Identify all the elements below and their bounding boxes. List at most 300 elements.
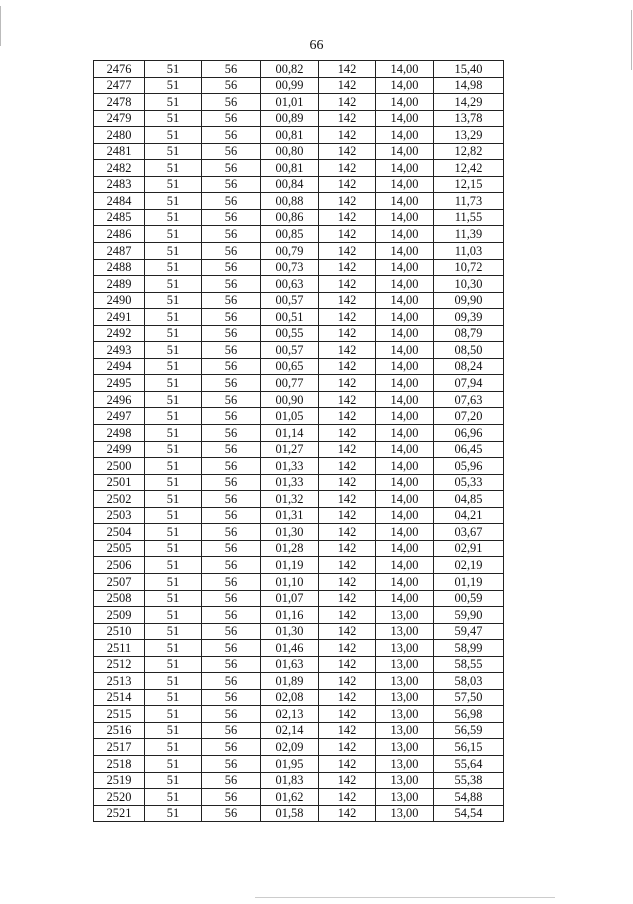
table-cell: 14,00 [376,292,434,309]
table-cell: 2506 [94,557,145,574]
table-cell: 51 [145,673,202,690]
table-cell: 13,00 [376,706,434,723]
table-cell: 00,63 [261,276,319,293]
table-cell: 12,15 [434,176,504,193]
table-cell: 51 [145,640,202,657]
table-cell: 142 [319,358,376,375]
table-row [94,524,504,541]
table-cell: 05,96 [434,458,504,475]
table-cell: 00,73 [261,259,319,276]
table-cell: 01,19 [434,573,504,590]
table-cell: 2521 [94,805,145,822]
table-cell: 2492 [94,325,145,342]
table-row [94,441,504,458]
table-row [94,805,504,822]
table-cell: 08,24 [434,358,504,375]
table-cell: 51 [145,441,202,458]
table-cell: 14,00 [376,259,434,276]
table-row [94,590,504,607]
table-cell: 51 [145,292,202,309]
data-table [93,60,504,822]
table-cell: 07,94 [434,375,504,392]
table-cell: 14,00 [376,325,434,342]
table-cell: 56 [202,739,261,756]
table-cell: 00,55 [261,325,319,342]
table-cell: 56 [202,309,261,326]
table-row [94,259,504,276]
table-cell: 11,03 [434,243,504,260]
table-cell: 2508 [94,590,145,607]
table-cell: 00,57 [261,292,319,309]
table-row [94,226,504,243]
table-cell: 2513 [94,673,145,690]
table-cell: 14,98 [434,77,504,94]
table-cell: 2511 [94,640,145,657]
table-row [94,474,504,491]
table-cell: 01,33 [261,474,319,491]
table-cell: 00,81 [261,127,319,144]
table-cell: 142 [319,325,376,342]
table-row [94,557,504,574]
table-cell: 142 [319,94,376,111]
table-cell: 01,62 [261,789,319,806]
table-cell: 14,00 [376,77,434,94]
table-cell: 2517 [94,739,145,756]
table-cell: 56 [202,358,261,375]
table-cell: 05,33 [434,474,504,491]
table-cell: 01,14 [261,425,319,442]
table-cell: 01,58 [261,805,319,822]
table-cell: 2501 [94,474,145,491]
table-cell: 13,78 [434,110,504,127]
table-cell: 00,85 [261,226,319,243]
table-cell: 13,00 [376,805,434,822]
right-edge-mark [631,10,632,70]
table-cell: 04,85 [434,491,504,508]
table-cell: 51 [145,590,202,607]
table-cell: 14,00 [376,243,434,260]
table-row [94,656,504,673]
table-cell: 142 [319,607,376,624]
table-cell: 2488 [94,259,145,276]
table-cell: 142 [319,573,376,590]
table-cell: 142 [319,507,376,524]
table-cell: 56 [202,573,261,590]
table-cell: 56 [202,755,261,772]
table-row [94,722,504,739]
table-cell: 00,88 [261,193,319,210]
table-cell: 14,00 [376,358,434,375]
table-cell: 04,21 [434,507,504,524]
table-cell: 142 [319,176,376,193]
table-row [94,623,504,640]
table-cell: 51 [145,656,202,673]
table-cell: 01,16 [261,607,319,624]
table-cell: 13,00 [376,623,434,640]
table-cell: 00,80 [261,143,319,160]
table-cell: 14,00 [376,573,434,590]
table-cell: 142 [319,391,376,408]
table-cell: 13,00 [376,722,434,739]
table-cell: 56 [202,342,261,359]
table-row [94,789,504,806]
table-cell: 142 [319,623,376,640]
table-cell: 2478 [94,94,145,111]
table-cell: 55,64 [434,755,504,772]
table-cell: 142 [319,110,376,127]
table-cell: 11,39 [434,226,504,243]
table-cell: 14,00 [376,309,434,326]
table-row [94,325,504,342]
table-row [94,689,504,706]
table-cell: 00,82 [261,61,319,78]
table-cell: 2500 [94,458,145,475]
table-cell: 51 [145,276,202,293]
table-cell: 56 [202,805,261,822]
table-row [94,375,504,392]
table-cell: 142 [319,739,376,756]
table-cell: 142 [319,689,376,706]
table-cell: 58,55 [434,656,504,673]
table-row [94,458,504,475]
table-cell: 56 [202,425,261,442]
table-cell: 00,79 [261,243,319,260]
table-cell: 142 [319,524,376,541]
table-cell: 51 [145,805,202,822]
table-cell: 14,00 [376,143,434,160]
table-cell: 51 [145,176,202,193]
table-cell: 2497 [94,408,145,425]
table-cell: 56 [202,143,261,160]
table-cell: 51 [145,94,202,111]
table-cell: 14,00 [376,276,434,293]
table-cell: 02,19 [434,557,504,574]
table-cell: 56 [202,441,261,458]
table-cell: 02,91 [434,540,504,557]
table-cell: 51 [145,408,202,425]
table-cell: 2495 [94,375,145,392]
table-cell: 14,00 [376,110,434,127]
table-cell: 2507 [94,573,145,590]
table-cell: 2505 [94,540,145,557]
table-cell: 56 [202,325,261,342]
table-cell: 56,98 [434,706,504,723]
table-cell: 2496 [94,391,145,408]
table-cell: 142 [319,160,376,177]
table-cell: 01,83 [261,772,319,789]
table-cell: 51 [145,755,202,772]
table-cell: 51 [145,110,202,127]
table-cell: 2516 [94,722,145,739]
table-cell: 00,59 [434,590,504,607]
table-cell: 51 [145,342,202,359]
table-row [94,160,504,177]
table-cell: 51 [145,789,202,806]
table-row [94,772,504,789]
table-cell: 51 [145,391,202,408]
table-cell: 00,65 [261,358,319,375]
table-row [94,61,504,78]
table-cell: 142 [319,540,376,557]
table-cell: 14,00 [376,127,434,144]
table-cell: 14,00 [376,491,434,508]
table-row [94,94,504,111]
table-cell: 2485 [94,209,145,226]
table-cell: 142 [319,226,376,243]
table-row [94,358,504,375]
table-cell: 51 [145,507,202,524]
table-row [94,540,504,557]
table-cell: 56 [202,789,261,806]
table-cell: 2510 [94,623,145,640]
table-cell: 2479 [94,110,145,127]
table-cell: 13,00 [376,607,434,624]
table-cell: 56 [202,524,261,541]
table-cell: 56 [202,127,261,144]
table-cell: 2484 [94,193,145,210]
table-cell: 01,05 [261,408,319,425]
table-cell: 01,01 [261,94,319,111]
table-cell: 56 [202,474,261,491]
table-cell: 06,45 [434,441,504,458]
table-cell: 07,20 [434,408,504,425]
table-cell: 2498 [94,425,145,442]
table-cell: 51 [145,226,202,243]
table-row [94,110,504,127]
table-row [94,77,504,94]
table-cell: 13,00 [376,789,434,806]
table-cell: 11,73 [434,193,504,210]
table-cell: 51 [145,358,202,375]
table-row [94,739,504,756]
table-cell: 01,19 [261,557,319,574]
table-cell: 51 [145,458,202,475]
table-cell: 01,95 [261,755,319,772]
table-cell: 01,30 [261,524,319,541]
table-cell: 57,50 [434,689,504,706]
table-cell: 56 [202,772,261,789]
table-cell: 56 [202,94,261,111]
table-row [94,755,504,772]
table-cell: 14,00 [376,590,434,607]
table-cell: 15,40 [434,61,504,78]
table-cell: 2482 [94,160,145,177]
table-cell: 14,00 [376,425,434,442]
bottom-scan-line [255,897,555,898]
table-cell: 14,00 [376,391,434,408]
table-cell: 09,39 [434,309,504,326]
table-cell: 142 [319,309,376,326]
table-cell: 00,90 [261,391,319,408]
table-cell: 56 [202,391,261,408]
table-cell: 142 [319,458,376,475]
table-cell: 51 [145,209,202,226]
table-cell: 56 [202,689,261,706]
table-cell: 142 [319,491,376,508]
table-cell: 56 [202,292,261,309]
table-cell: 10,30 [434,276,504,293]
table-row [94,425,504,442]
table-cell: 58,03 [434,673,504,690]
table-row [94,342,504,359]
table-cell: 51 [145,375,202,392]
table-cell: 00,57 [261,342,319,359]
table-cell: 11,55 [434,209,504,226]
table-cell: 142 [319,243,376,260]
table-cell: 142 [319,276,376,293]
table-cell: 2504 [94,524,145,541]
table-cell: 142 [319,193,376,210]
table-cell: 01,89 [261,673,319,690]
table-cell: 56 [202,590,261,607]
table-cell: 59,90 [434,607,504,624]
table-cell: 142 [319,772,376,789]
table-cell: 01,63 [261,656,319,673]
table-cell: 14,00 [376,524,434,541]
table-row [94,309,504,326]
table-cell: 00,86 [261,209,319,226]
table-cell: 142 [319,342,376,359]
table-cell: 51 [145,722,202,739]
table-cell: 51 [145,557,202,574]
table-cell: 14,00 [376,61,434,78]
table-cell: 00,89 [261,110,319,127]
table-row [94,573,504,590]
table-cell: 56 [202,160,261,177]
table-cell: 14,00 [376,193,434,210]
table-cell: 01,28 [261,540,319,557]
table-cell: 142 [319,441,376,458]
table-row [94,607,504,624]
table-cell: 01,46 [261,640,319,657]
table-cell: 51 [145,689,202,706]
table-cell: 2489 [94,276,145,293]
table-cell: 2503 [94,507,145,524]
table-cell: 13,00 [376,640,434,657]
table-cell: 12,42 [434,160,504,177]
table-cell: 14,00 [376,408,434,425]
table-cell: 56 [202,408,261,425]
table-row [94,193,504,210]
table-cell: 10,72 [434,259,504,276]
table-cell: 56 [202,276,261,293]
table-cell: 13,00 [376,772,434,789]
table-row [94,706,504,723]
table-cell: 07,63 [434,391,504,408]
left-edge-mark [0,6,1,46]
table-cell: 02,14 [261,722,319,739]
table-cell: 142 [319,143,376,160]
table-cell: 02,13 [261,706,319,723]
table-cell: 2491 [94,309,145,326]
table-cell: 51 [145,573,202,590]
table-cell: 54,88 [434,789,504,806]
table-cell: 2476 [94,61,145,78]
table-cell: 00,81 [261,160,319,177]
table-cell: 56,15 [434,739,504,756]
table-cell: 56 [202,61,261,78]
table-cell: 142 [319,425,376,442]
table-cell: 51 [145,259,202,276]
table-cell: 2514 [94,689,145,706]
table-cell: 142 [319,656,376,673]
table-cell: 2509 [94,607,145,624]
table-cell: 51 [145,540,202,557]
table-cell: 2487 [94,243,145,260]
table-cell: 51 [145,623,202,640]
table-cell: 14,00 [376,160,434,177]
table-cell: 2502 [94,491,145,508]
table-cell: 01,31 [261,507,319,524]
table-cell: 142 [319,706,376,723]
table-cell: 56 [202,226,261,243]
table-cell: 56 [202,540,261,557]
table-cell: 51 [145,243,202,260]
table-cell: 142 [319,408,376,425]
table-cell: 56 [202,243,261,260]
table-cell: 2519 [94,772,145,789]
table-cell: 14,00 [376,94,434,111]
table-cell: 142 [319,789,376,806]
table-cell: 2499 [94,441,145,458]
table-cell: 51 [145,491,202,508]
table-cell: 01,10 [261,573,319,590]
table-cell: 142 [319,640,376,657]
table-cell: 2477 [94,77,145,94]
table-cell: 00,84 [261,176,319,193]
table-cell: 14,00 [376,209,434,226]
table-cell: 14,00 [376,375,434,392]
table-cell: 56 [202,640,261,657]
table-cell: 51 [145,160,202,177]
table-cell: 56 [202,507,261,524]
table-cell: 142 [319,557,376,574]
table-cell: 142 [319,209,376,226]
table-cell: 51 [145,474,202,491]
table-cell: 2493 [94,342,145,359]
table-cell: 08,50 [434,342,504,359]
table-row [94,408,504,425]
table-row [94,143,504,160]
page-number: 66 [309,38,324,53]
table-cell: 142 [319,292,376,309]
table-cell: 2490 [94,292,145,309]
table-row [94,491,504,508]
table-cell: 2480 [94,127,145,144]
table-cell: 13,00 [376,656,434,673]
table-cell: 56 [202,77,261,94]
table-row [94,640,504,657]
table-cell: 56 [202,193,261,210]
table-cell: 00,99 [261,77,319,94]
table-row [94,243,504,260]
table-cell: 55,38 [434,772,504,789]
table-cell: 02,08 [261,689,319,706]
table-cell: 14,00 [376,540,434,557]
table-cell: 2481 [94,143,145,160]
table-cell: 00,51 [261,309,319,326]
table-cell: 51 [145,61,202,78]
table-row [94,176,504,193]
table-cell: 56 [202,176,261,193]
table-cell: 56 [202,110,261,127]
table-cell: 142 [319,722,376,739]
table-cell: 56 [202,722,261,739]
table-cell: 14,00 [376,342,434,359]
table-cell: 51 [145,309,202,326]
table-cell: 142 [319,259,376,276]
table-row [94,673,504,690]
